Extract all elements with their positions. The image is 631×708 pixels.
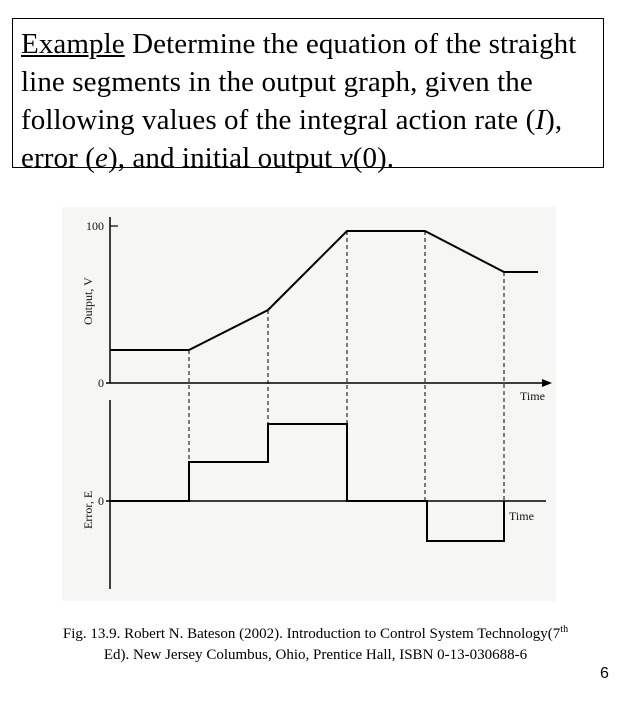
example-line-3-pre: following values of the integral action rate ( [21,104,536,136]
example-line-1 [21,25,603,63]
example-line-4-pre: error ( [21,142,95,174]
example-heading: Example [21,28,125,60]
figure-graphic [62,207,556,601]
example-line-3 [21,101,603,139]
error-axis-label: Error, E [81,490,95,529]
output-variable: v [339,142,353,174]
time-label-output: Time [520,389,545,403]
example-line-4 [21,139,603,177]
caption-line-1-text: Fig. 13.9. Robert N. Bateson (2002). Introduction to Control System Technology(7 [62,626,561,642]
caption-line-1 [0,624,631,645]
tick-0-error-label: 0 [98,494,104,508]
error-curve [110,424,504,541]
caption-superscript: th [560,624,569,635]
example-line-4-mid: ), and initial output [107,142,340,174]
caption-line-2: Ed). New Jersey Columbus, Ohio, Prentice Hall, ISBN 0-13-030688-6 [103,647,528,663]
output-axis-label: Output, V [81,277,95,325]
example-line-2: line segments in the output graph, given the [21,66,533,98]
page-number: 6 [600,665,609,682]
figure-caption [0,624,631,666]
example-line-4-post: (0). [352,142,395,174]
time-label-error: Time [509,509,534,523]
example-line-1-text: Determine the equation of the straight [132,28,577,60]
example-line-3-post: ), [545,104,563,136]
error-variable: e [94,142,108,174]
tick-100-label: 100 [86,219,104,233]
output-time-arrowhead [542,379,552,387]
output-curve [110,231,538,350]
integral-rate-variable: I [535,104,546,136]
output-error-figure [62,207,556,601]
example-box [12,18,604,174]
tick-0-output-label: 0 [98,376,104,390]
